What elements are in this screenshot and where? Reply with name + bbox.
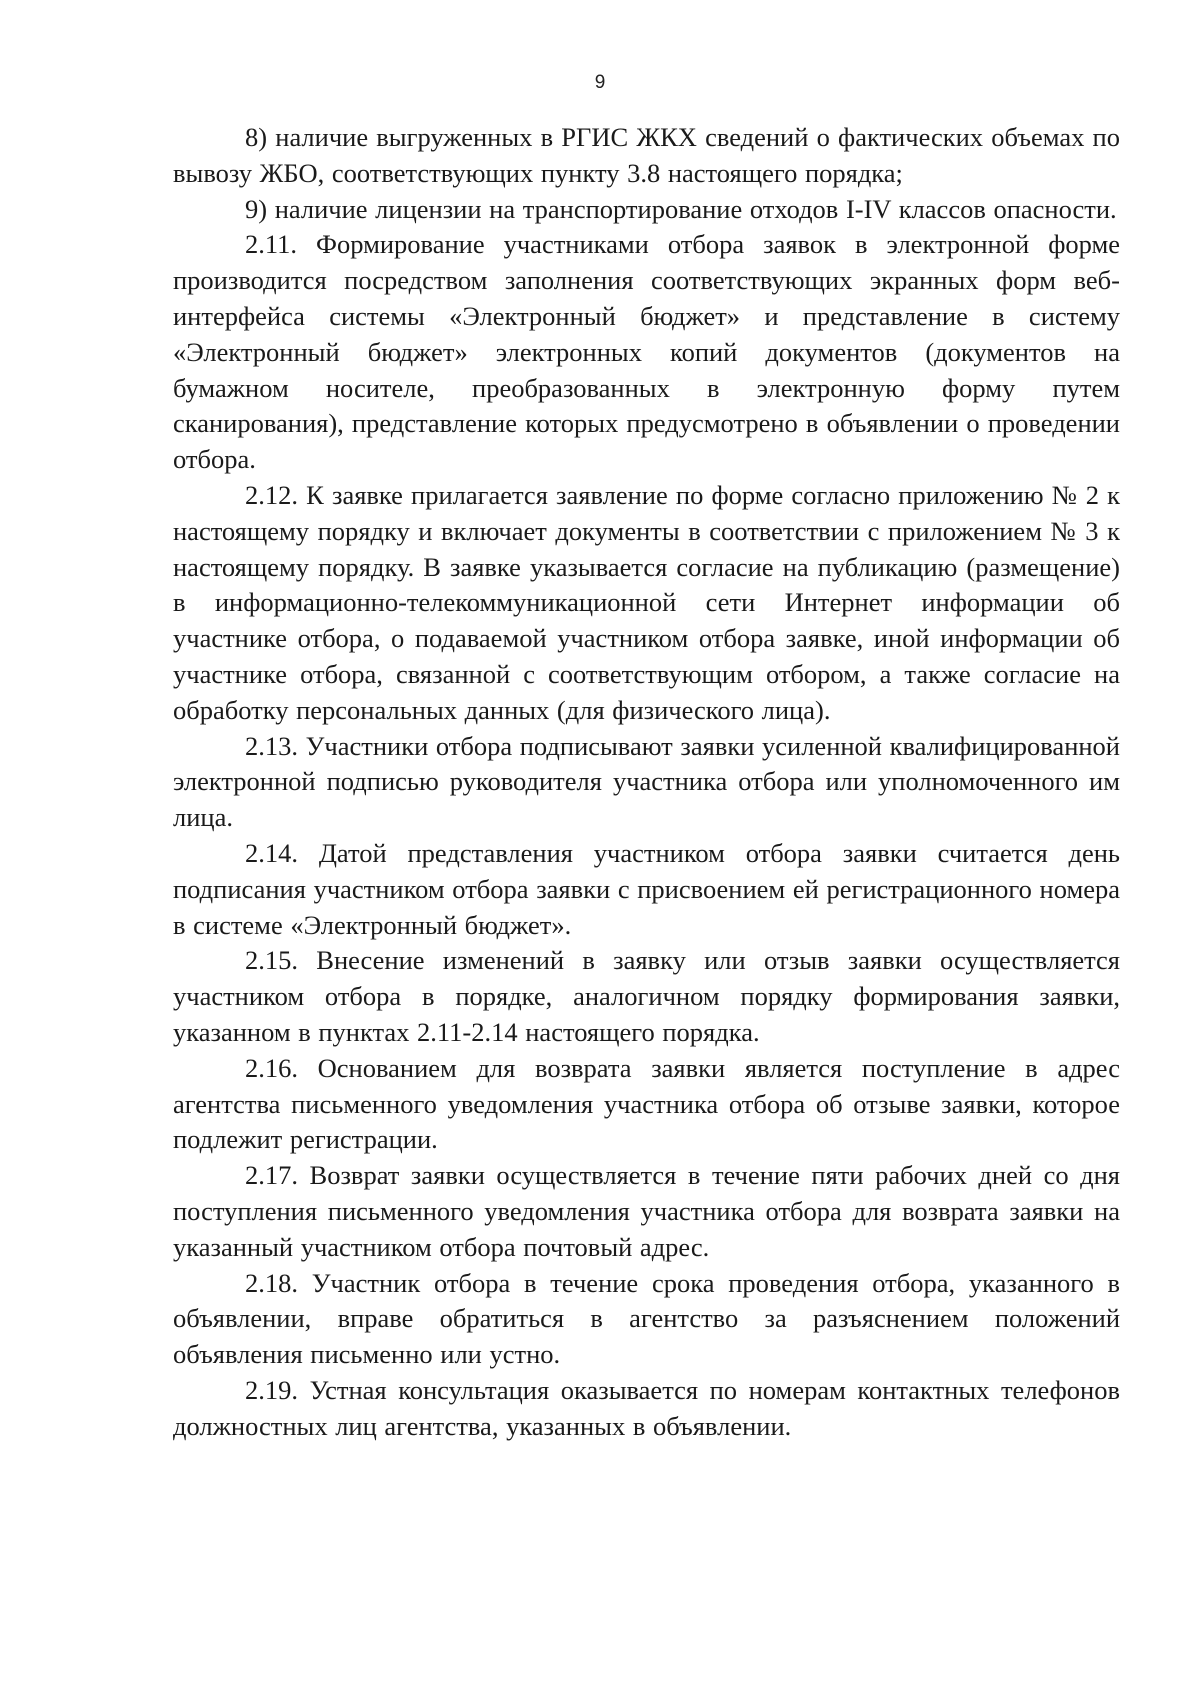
paragraph-2-12: 2.12. К заявке прилагается заявление по форме согласно приложению № 2 к настоящему порядку и включает документы в соответствии с приложением № 3 к настоящему порядку. В заявке указывается согласие на публикацию (размещение) в информационно-телекоммуникационной сети Интернет информации об участнике отбора, о подаваемой участником отбора заявке, иной информации об участнике отбора, связанной с соответствующим отбором, а также согласие на обработку персональных данных (для физического лица). bbox=[173, 479, 1120, 725]
paragraph-2-11: 2.11. Формирование участниками отбора заявок в электронной форме производится посредством заполнения соответствующих экранных форм веб-интерфейса системы «Электронный бюджет» и представление в систему «Электронный бюджет» электронных копий документов (документов на бумажном носителе, преобразованных в электронную форму путем сканирования), представление которых предусмотрено в объявлении о проведении отбора. bbox=[173, 229, 1120, 475]
paragraph-2-19: 2.19. Устная консультация оказывается по номерам контактных телефонов должностных лиц агентства, указанных в объявлении. bbox=[173, 1374, 1120, 1441]
paragraph-item-9: 9) наличие лицензии на транспортирование отходов I-IV классов опасности. bbox=[245, 193, 1117, 224]
document-body bbox=[173, 120, 1120, 1444]
paragraph-2-17: 2.17. Возврат заявки осуществляется в течение пяти рабочих дней со дня поступления письменного уведомления участника отбора для возврата заявки на указанный участником отбора почтовый адрес. bbox=[173, 1160, 1120, 1262]
page-number: 9 bbox=[594, 72, 606, 93]
paragraph-2-18: 2.18. Участник отбора в течение срока проведения отбора, указанного в объявлении, вправе обратиться в агентство за разъяснением положений объявления письменно или устно. bbox=[173, 1267, 1120, 1370]
paragraph-item-8: 8) наличие выгруженных в РГИС ЖКХ сведений о фактических объемах по вывозу ЖБО, соответствующих пункту 3.8 настоящего порядка; bbox=[173, 122, 1120, 188]
paragraph-2-15: 2.15. Внесение изменений в заявку или отзыв заявки осуществляется участником отбора в порядке, аналогичном порядку формирования заявки, указанном в пунктах 2.11-2.14 настоящего порядка. bbox=[173, 945, 1120, 1047]
paragraph-2-13: 2.13. Участники отбора подписывают заявки усиленной квалифицированной электронной подписью руководителя участника отбора или уполномоченного им лица. bbox=[173, 730, 1120, 833]
paragraph-2-14: 2.14. Датой представления участником отбора заявки считается день подписания участником отбора заявки с присвоением ей регистрационного номера в системе «Электронный бюджет». bbox=[173, 837, 1120, 940]
paragraph-2-16: 2.16. Основанием для возврата заявки является поступление в адрес агентства письменного уведомления участника отбора об отзыве заявки, которое подлежит регистрации. bbox=[173, 1052, 1120, 1155]
